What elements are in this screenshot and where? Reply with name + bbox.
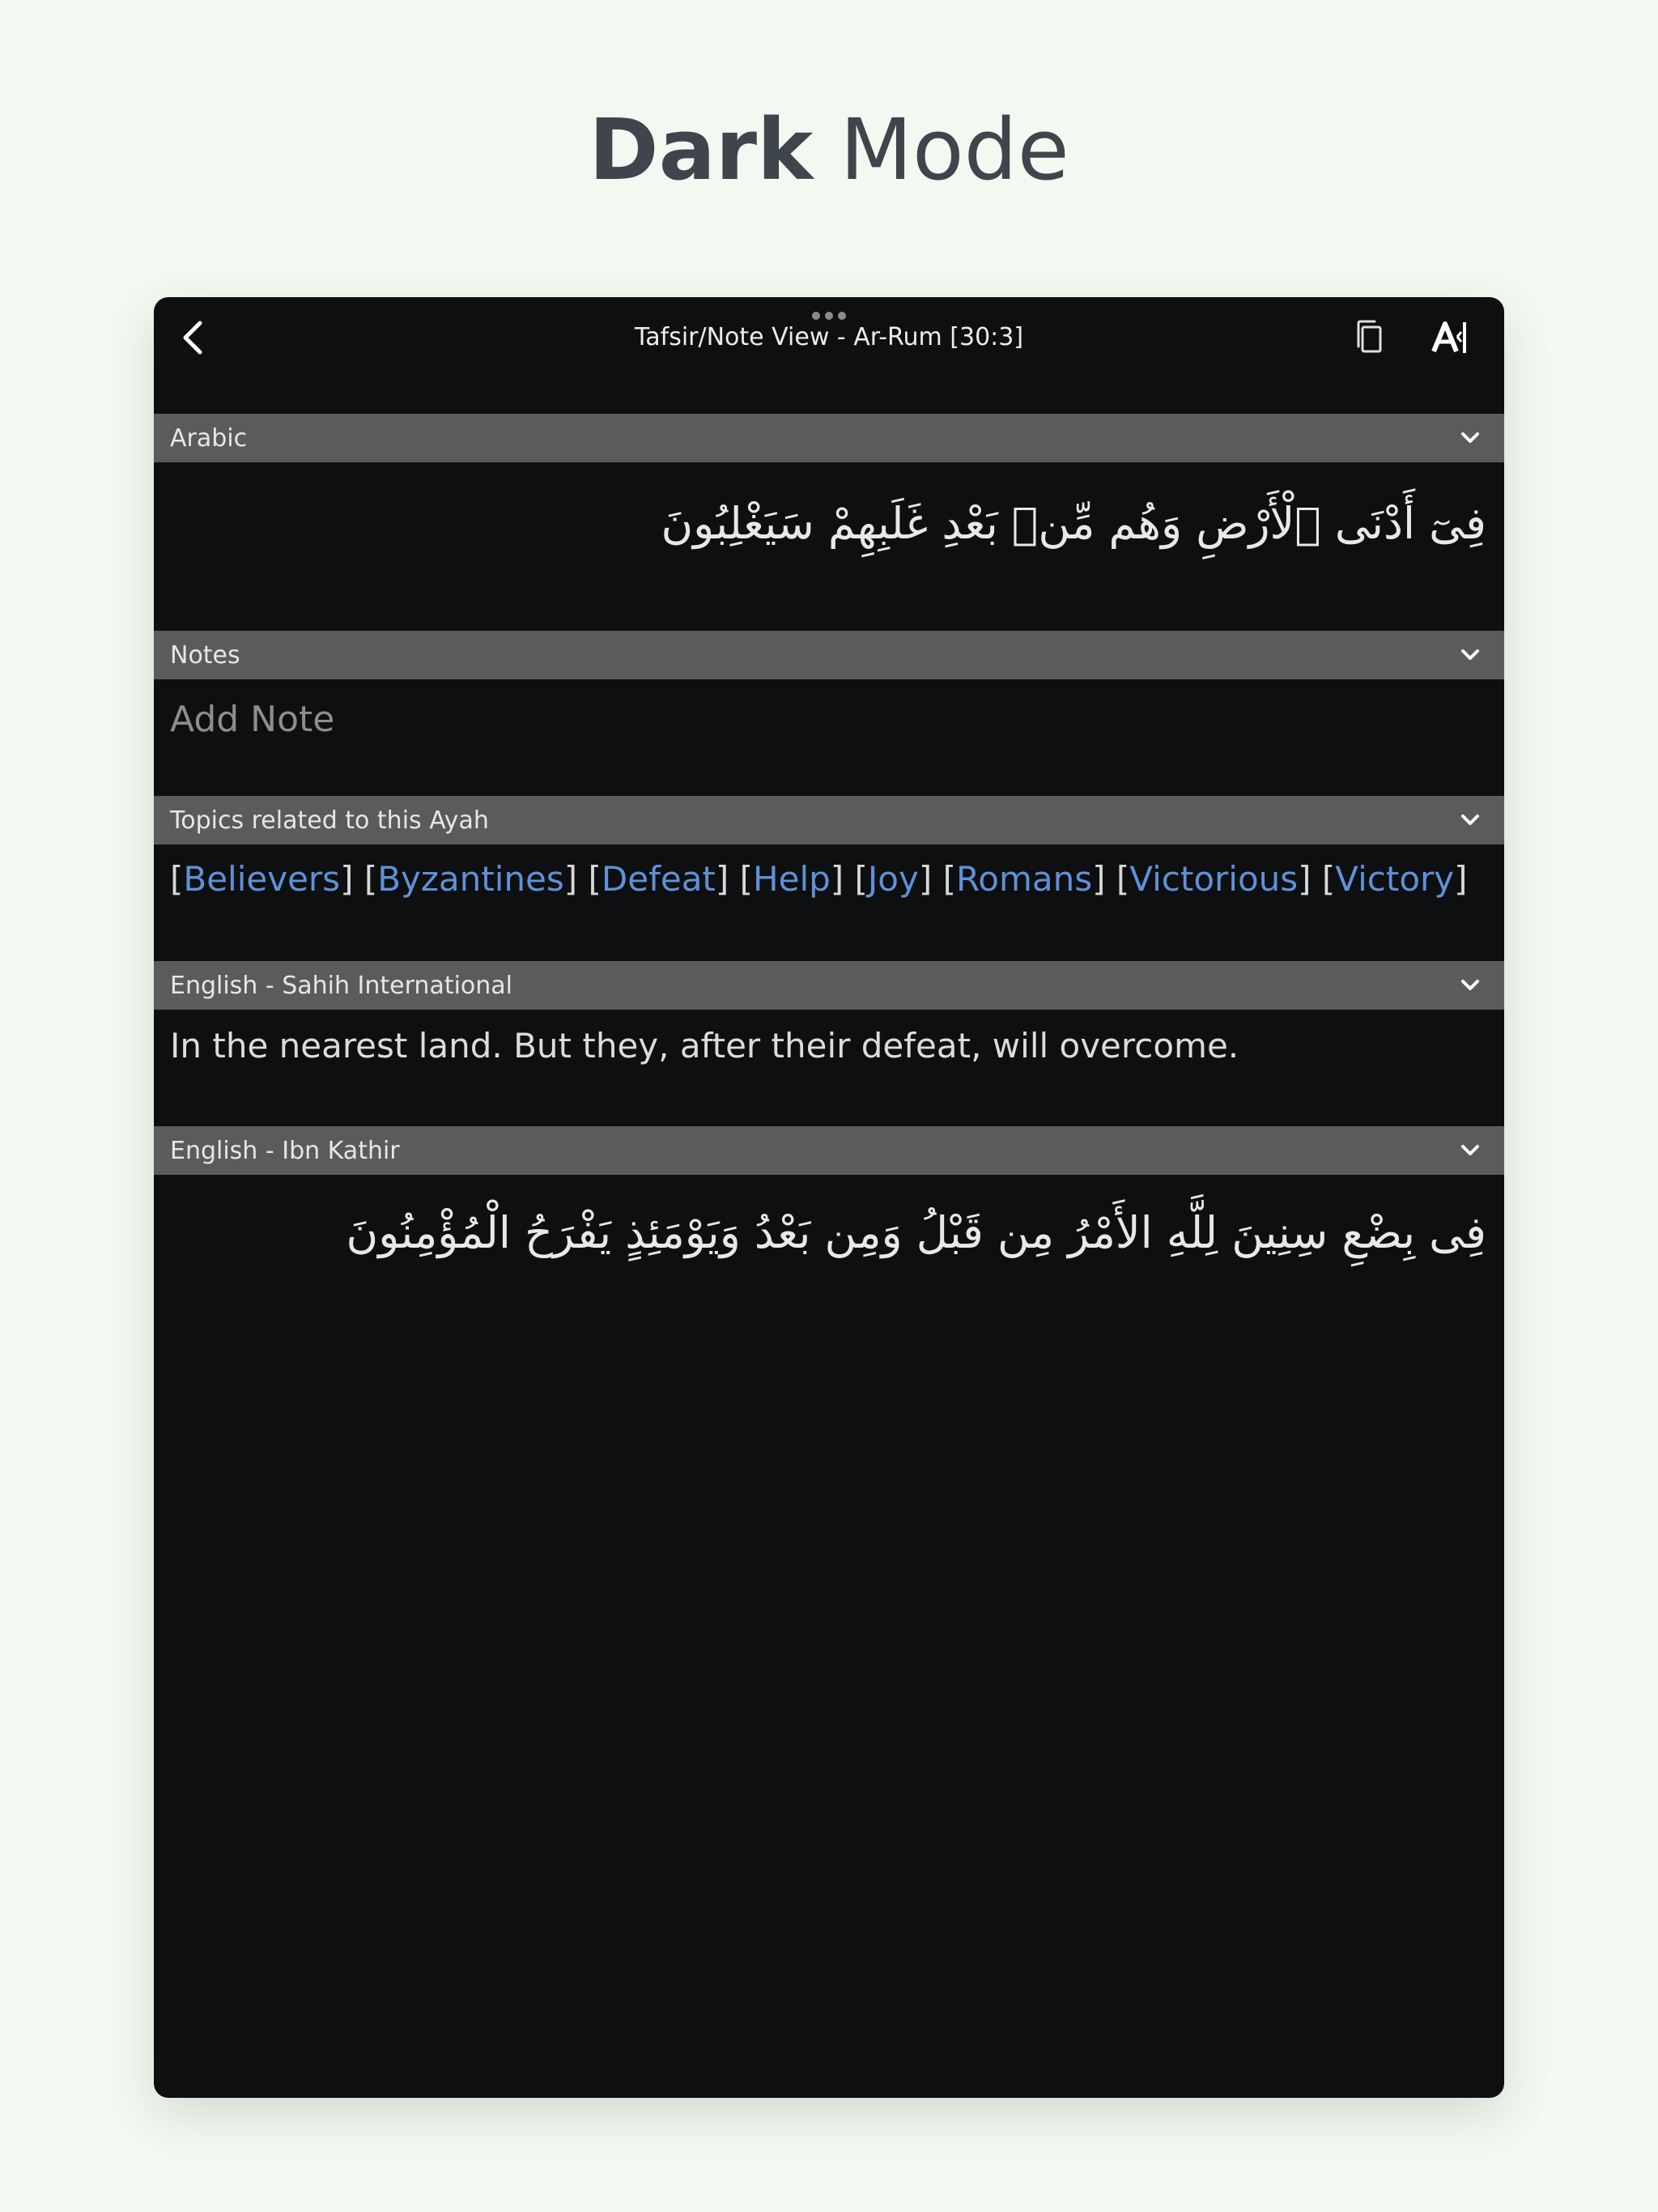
window-grabber[interactable]	[812, 312, 846, 320]
section-label-arabic: Arabic	[170, 423, 248, 453]
chevron-down-icon	[1459, 809, 1482, 832]
section-header-ibn-kathir[interactable]	[154, 1126, 1504, 1175]
chevron-down-icon	[1459, 974, 1482, 997]
section-header-notes[interactable]	[154, 631, 1504, 679]
copy-button[interactable]	[1347, 315, 1392, 360]
chevron-down-icon	[1459, 1139, 1482, 1162]
topic-link[interactable]: Believers	[183, 859, 341, 899]
font-size-icon	[1431, 319, 1471, 356]
navbar	[154, 297, 1504, 414]
section-header-sahih[interactable]	[154, 961, 1504, 1010]
chevron-down-icon	[1459, 427, 1482, 449]
section-label-topics: Topics related to this Ayah	[170, 806, 489, 835]
page-heading	[0, 97, 1658, 202]
nav-title: Tafsir/Note View - Ar-Rum [30:3]	[634, 323, 1024, 351]
app-window	[154, 297, 1504, 2098]
topic-link[interactable]: Joy	[867, 859, 919, 899]
topic-link[interactable]: Victorious	[1129, 859, 1299, 899]
section-header-arabic[interactable]	[154, 414, 1504, 462]
topic-link[interactable]: Defeat	[601, 859, 716, 899]
section-label-sahih: English - Sahih International	[170, 971, 513, 1000]
page-heading-light: Mode	[813, 100, 1069, 199]
page-heading-bold: Dark	[589, 100, 814, 199]
copy-icon	[1354, 319, 1386, 356]
topic-link[interactable]: Romans	[956, 859, 1093, 899]
ibn-kathir-text: فِى بِضْعِ سِنِينَ لِلَّهِ الأَمْرُ مِن قَبْلُ وَمِن بَعْدُ وَيَوْمَئِذٍ يَفْرَحُ الْمُؤْمِنُونَ	[346, 1207, 1486, 1258]
sahih-translation-text: In the nearest land. But they, after their defeat, will overcome.	[170, 1026, 1239, 1066]
section-header-topics[interactable]	[154, 796, 1504, 844]
arabic-ayah-text: فِىٓ أَدْنَى ٱلْأَرْضِ وَهُم مِّنۢ بَعْدِ غَلَبِهِمْ سَيَغْلِبُونَ	[661, 498, 1486, 549]
topics-list: [Believers] [Byzantines] [Defeat] [Help] [Joy] [Romans] [Victorious] [Victory]	[170, 859, 1468, 899]
section-label-notes: Notes	[170, 640, 240, 670]
font-size-button[interactable]	[1426, 315, 1475, 360]
topic-link[interactable]: Byzantines	[377, 859, 564, 899]
add-note-input[interactable]: Add Note	[170, 699, 335, 740]
topic-link[interactable]: Help	[753, 859, 831, 899]
topic-link[interactable]: Victory	[1335, 859, 1455, 899]
section-label-ibn-kathir: English - Ibn Kathir	[170, 1136, 400, 1165]
chevron-down-icon	[1459, 644, 1482, 666]
